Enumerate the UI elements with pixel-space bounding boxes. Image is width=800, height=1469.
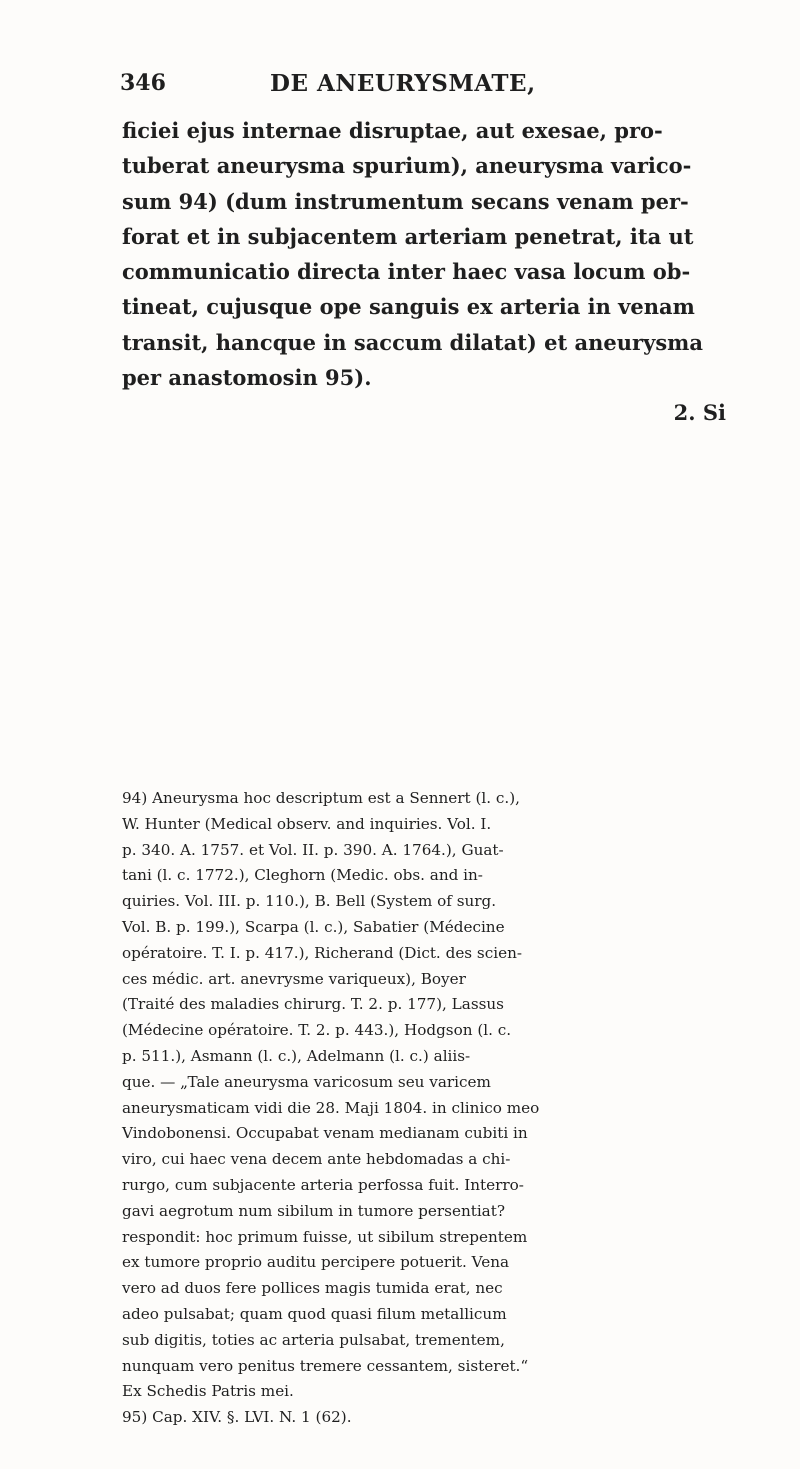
footnote-line: respondit: hoc primum fuisse, ut sibilum strepentem <box>122 1227 528 1246</box>
footnote-line: quiries. Vol. III. p. 110.), B. Bell (System of surg. <box>122 892 497 911</box>
main-text-line: communicatio directa inter haec vasa locum ob- <box>122 259 691 285</box>
page-number: 346 <box>120 70 166 96</box>
footnote-line: p. 340. A. 1757. et Vol. II. p. 390. A. 1764.), Guat- <box>122 840 504 859</box>
footnote-line: rurgo, cum subjacente arteria perfossa fuit. Interro- <box>122 1175 524 1194</box>
footnote-line: p. 511.), Asmann (l. c.), Adelmann (l. c.) aliis- <box>122 1046 471 1065</box>
footnote-line: ces médic. art. anevrysme variqueux), Boyer <box>122 969 466 988</box>
footnote-line: gavi aegrotum num sibilum in tumore persentiat? <box>122 1201 505 1220</box>
footnote-line: ex tumore proprio auditu percipere potuerit. Vena <box>122 1253 510 1272</box>
footnote-line: vero ad duos fere pollices magis tumida erat, nec <box>122 1279 503 1298</box>
page-header <box>120 70 680 106</box>
footnote-line: Vindobonensi. Occupabat venam medianam cubiti in <box>122 1124 528 1143</box>
footnote-line: aneurysmaticam vidi die 28. Maji 1804. in clinico meo <box>122 1098 540 1117</box>
footnote-line: opératoire. T. I. p. 417.), Richerand (Dict. des scien- <box>122 943 522 962</box>
catchword: 2. Si <box>673 400 726 426</box>
footnote-line: que. — „Tale aneurysma varicosum seu varicem <box>122 1072 491 1091</box>
running-head: DE ANEURYSMATE, <box>270 70 536 97</box>
footnote-line: sub digitis, toties ac arteria pulsabat, trementem, <box>122 1330 505 1349</box>
footnote-line: 95) Cap. XIV. §. LVI. N. 1 (62). <box>122 1408 352 1427</box>
footnote-line: Ex Schedis Patris mei. <box>122 1382 294 1401</box>
main-text-line: per anastomosin 95). <box>122 365 372 391</box>
footnote-line: 94) Aneurysma hoc descriptum est a Sennert (l. c.), <box>122 789 520 807</box>
footnote-line: W. Hunter (Medical observ. and inquiries. Vol. I. <box>122 814 492 833</box>
main-text-line: ficiei ejus internae disruptae, aut exesae, pro- <box>122 118 663 143</box>
footnote-line: (Médecine opératoire. T. 2. p. 443.), Hodgson (l. c. <box>122 1021 512 1040</box>
footnote-line: (Traité des maladies chirurg. T. 2. p. 177), Lassus <box>122 995 504 1014</box>
footnote-line: nunquam vero penitus tremere cessantem, sisteret.“ <box>122 1356 529 1375</box>
footnote-line: tani (l. c. 1772.), Cleghorn (Medic. obs. and in- <box>122 866 483 885</box>
main-text-line: sum 94) (dum instrumentum secans venam per- <box>122 188 689 214</box>
footnotes-block <box>122 786 728 1431</box>
footnote-line: viro, cui haec vena decem ante hebdomadas a chi- <box>122 1150 511 1169</box>
main-text-block <box>122 113 726 431</box>
main-text-line: transit, hancque in saccum dilatat) et aneurysma <box>122 329 703 355</box>
main-text-line: forat et in subjacentem arteriam penetrat, ita ut <box>122 223 694 249</box>
footnote-line: Vol. B. p. 199.), Scarpa (l. c.), Sabatier (Médecine <box>122 917 505 936</box>
footnote-line: adeo pulsabat; quam quod quasi filum metallicum <box>122 1304 507 1323</box>
main-text-line: tineat, cujusque ope sanguis ex arteria in venam <box>122 294 695 320</box>
main-text-line: tuberat aneurysma spurium), aneurysma varico- <box>122 153 692 179</box>
